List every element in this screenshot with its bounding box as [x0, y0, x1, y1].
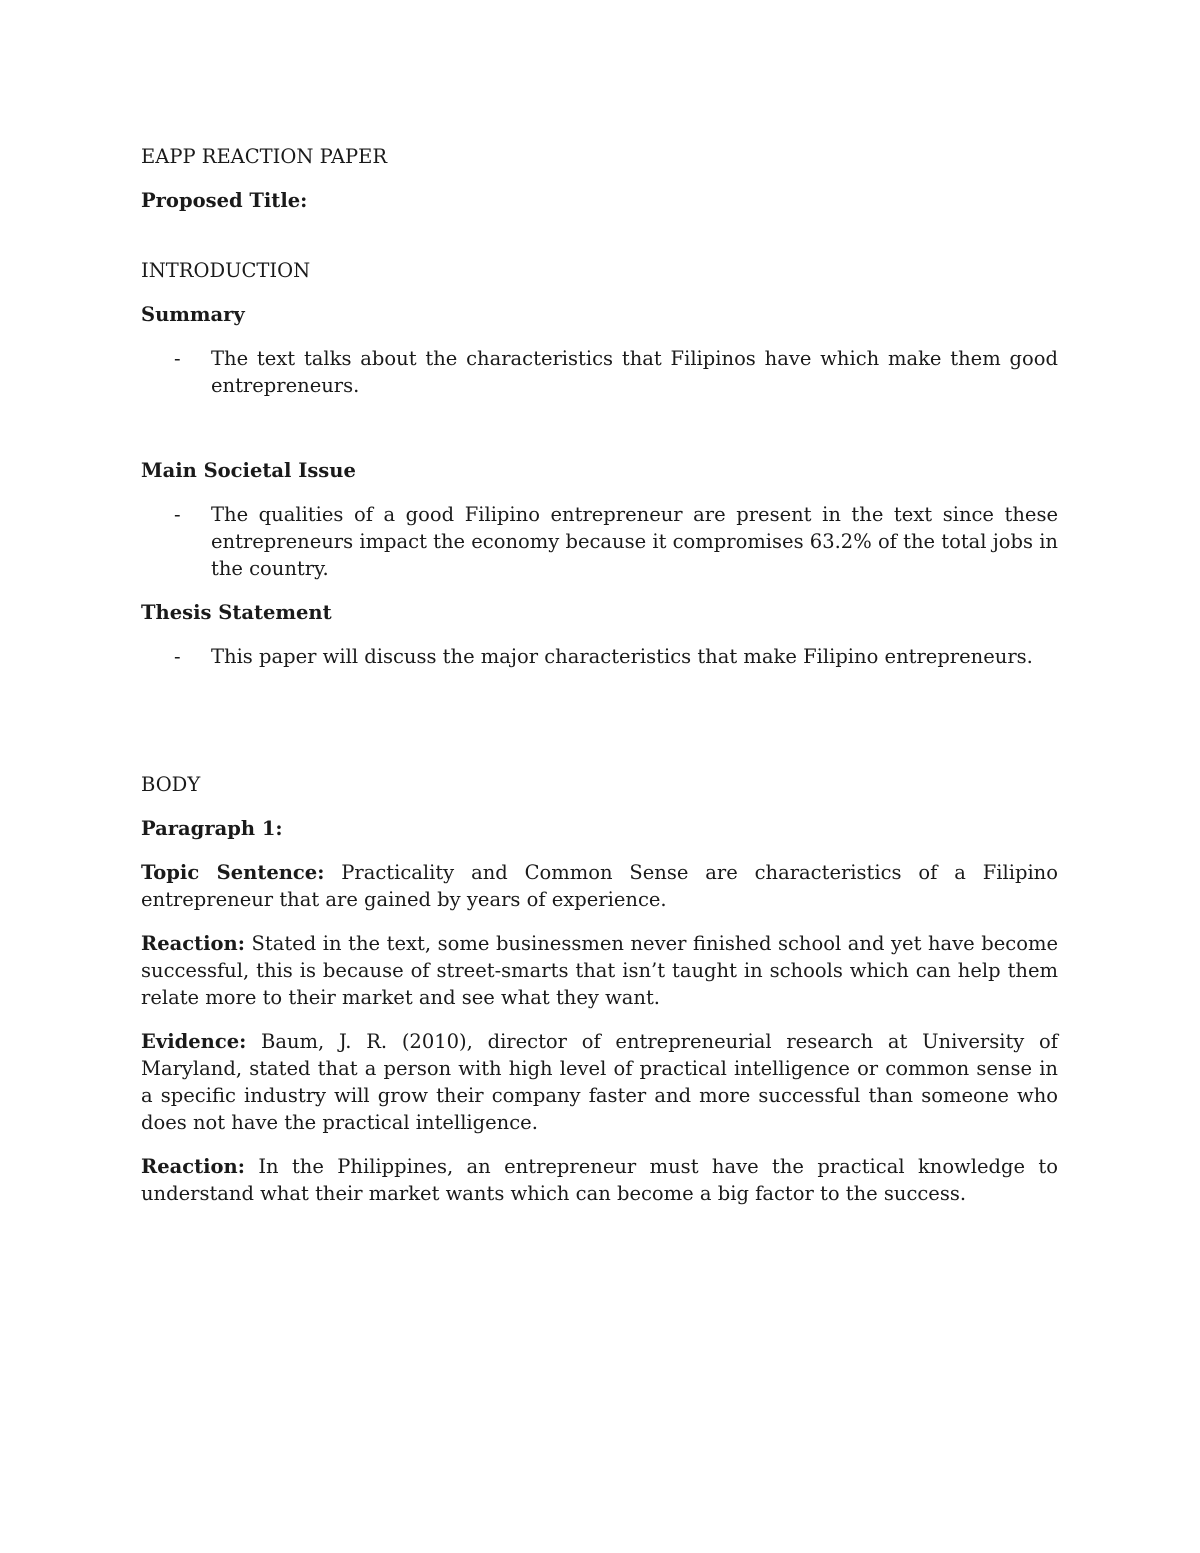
topic-sentence [141, 859, 1058, 913]
evidence-label: Evidence: [141, 1030, 247, 1053]
bullet-dash: - [174, 503, 181, 526]
topic-text: Practicality and Common Sense are characteristics of a Filipino entrepreneur that are gained by years of experience. [141, 861, 1058, 911]
issue-text: The qualities of a good Filipino entrepreneur are present in the text since these entrepreneurs impact the economy because it compromises 63.2% of the total jobs in the country. [211, 503, 1058, 580]
reaction-paragraph-1 [141, 930, 1058, 1011]
thesis-heading: Thesis Statement [141, 601, 332, 624]
document-title: EAPP REACTION PAPER [141, 145, 388, 168]
evidence-text: Baum, J. R. (2010), director of entrepreneurial research at University of Maryland, stated that a person with high level of practical intelligence or common sense in a specific industry will grow their company faster and more successful than someone who does not have the practical intelligence. [141, 1030, 1058, 1134]
reaction1-label: Reaction: [141, 932, 245, 955]
thesis-bullet [141, 643, 1058, 670]
body-heading: BODY [141, 773, 201, 796]
issue-heading: Main Societal Issue [141, 459, 356, 482]
summary-text: The text talks about the characteristics that Filipinos have which make them good entrepreneurs. [211, 347, 1058, 397]
issue-bullet [141, 501, 1058, 582]
reaction1-text: Stated in the text, some businessmen never finished school and yet have become successful, this is because of street-smarts that isn’t taught in schools which can help them relate more to their market and see what they want. [141, 932, 1058, 1009]
reaction2-text: In the Philippines, an entrepreneur must have the practical knowledge to understand what their market wants which can become a big factor to the success. [141, 1155, 1058, 1205]
reaction2-label: Reaction: [141, 1155, 245, 1178]
document-content [141, 143, 1058, 1224]
summary-bullet [141, 345, 1058, 399]
thesis-text: This paper will discuss the major characteristics that make Filipino entrepreneurs. [211, 645, 1033, 668]
topic-label: Topic Sentence: [141, 861, 325, 884]
evidence-paragraph [141, 1028, 1058, 1136]
bullet-dash: - [174, 347, 181, 370]
summary-heading: Summary [141, 303, 245, 326]
paragraph-heading: Paragraph 1: [141, 817, 283, 840]
bullet-dash: - [174, 645, 181, 668]
reaction-paragraph-2 [141, 1153, 1058, 1207]
introduction-heading: INTRODUCTION [141, 259, 311, 282]
proposed-title-label: Proposed Title: [141, 189, 308, 212]
